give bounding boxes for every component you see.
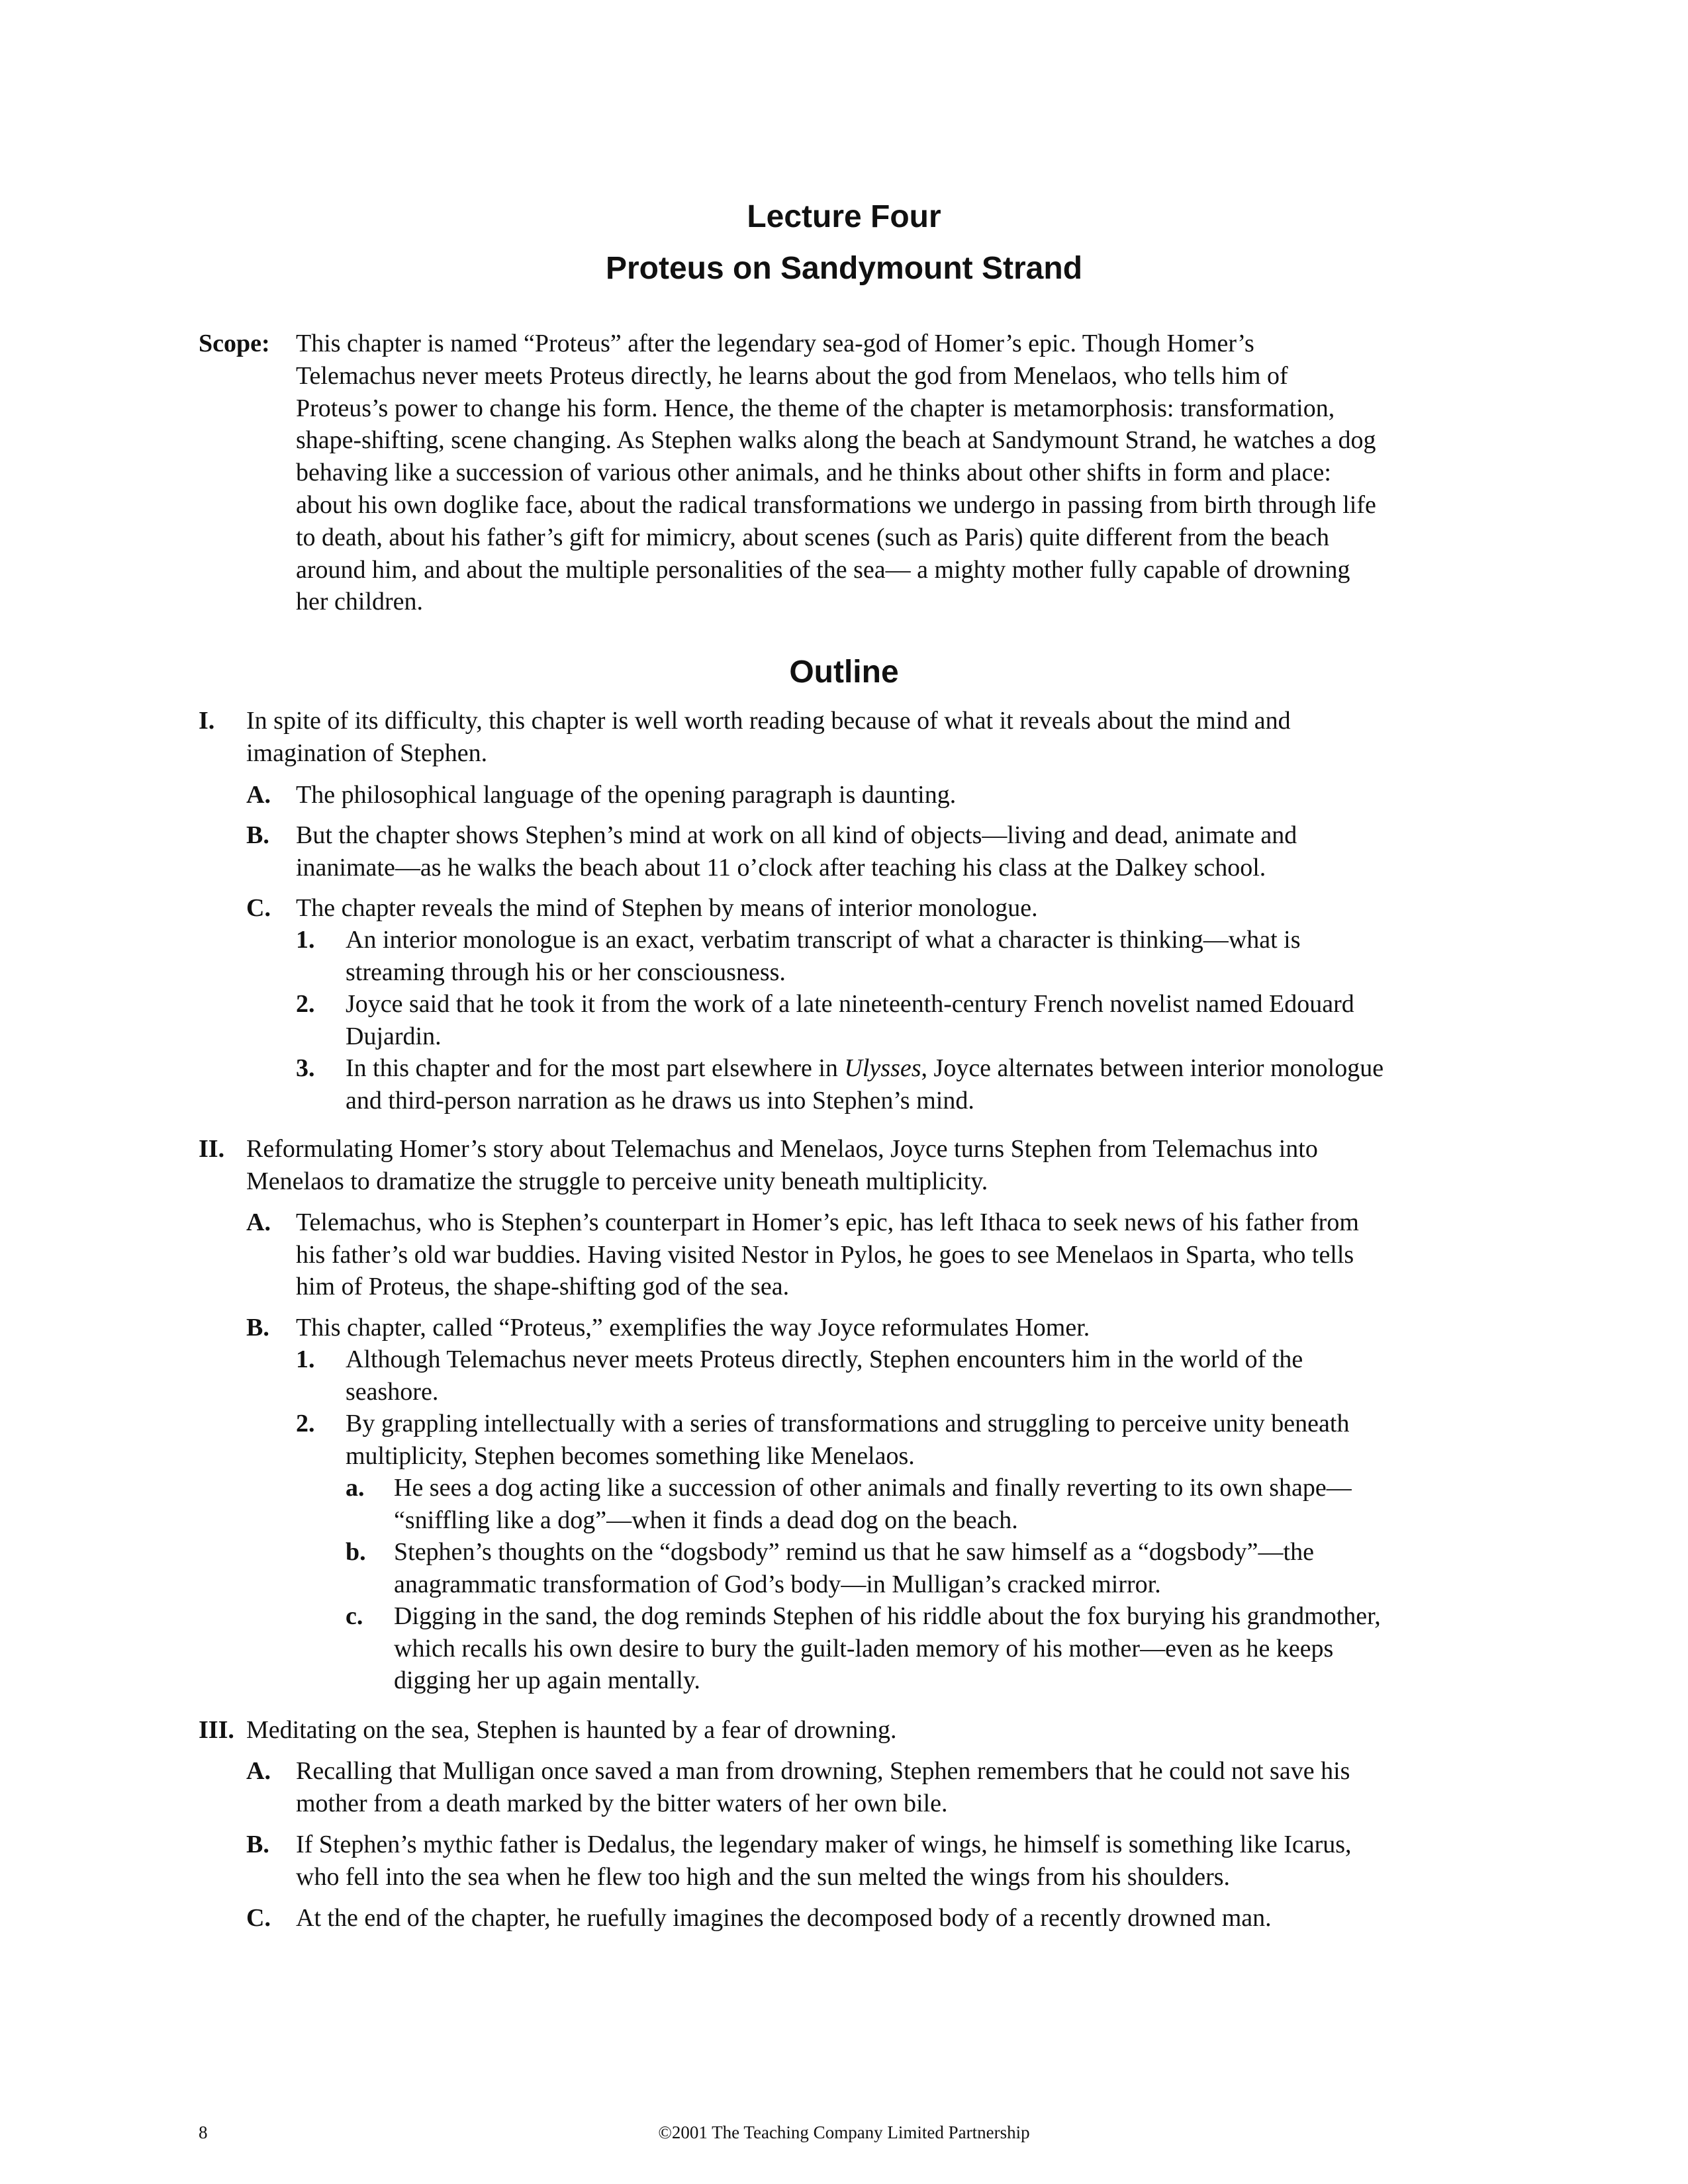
outline-line: The chapter reveals the mind of Stephen by means of interior monologue.	[296, 894, 1038, 922]
outline-line: An interior monologue is an exact, verbatim transcript of what a character is thinking—what is	[346, 926, 1301, 954]
outline-line: Menelaos to dramatize the struggle to perceive unity beneath multiplicity.	[246, 1167, 988, 1195]
outline-line: At the end of the chapter, he ruefully imagines the decomposed body of a recently drowned man.	[296, 1904, 1272, 1932]
outline-text	[296, 1312, 1494, 1344]
outline-line: seashore.	[346, 1377, 439, 1406]
outline-label: b.	[346, 1538, 366, 1566]
outline-label: I.	[199, 707, 215, 735]
outline-text	[246, 705, 1491, 769]
outline-text	[296, 1829, 1494, 1893]
outline-text	[346, 924, 1494, 988]
outline-line: Digging in the sand, the dog reminds Stephen of his riddle about the fox burying his grandmother,	[394, 1602, 1381, 1630]
scope-line: This chapter is named “Proteus” after the legendary sea-god of Homer’s epic. Though Homer’s	[296, 330, 1254, 357]
outline-line: him of Proteus, the shape-shifting god of the sea.	[296, 1273, 790, 1300]
outline-label: a.	[346, 1474, 365, 1502]
lecture-title: Lecture Four	[747, 199, 941, 234]
outline-text	[296, 779, 1494, 811]
outline-text	[346, 1052, 1494, 1116]
text-run: , Joyce alternates between interior monologue	[921, 1054, 1384, 1082]
outline-line: Telemachus, who is Stephen’s counterpart in Homer’s epic, has left Ithaca to seek news of his father from	[296, 1208, 1359, 1236]
outline-line: anagrammatic transformation of God’s body—in Mulligan’s cracked mirror.	[394, 1570, 1161, 1598]
book-title: Ulysses	[844, 1054, 921, 1082]
outline-text	[346, 988, 1494, 1052]
outline-line: The philosophical language of the opening paragraph is daunting.	[296, 781, 957, 809]
outline-text	[296, 892, 1494, 925]
outline-line: his father’s old war buddies. Having visited Nestor in Pylos, he goes to see Menelaos in Sparta, who tells	[296, 1240, 1354, 1269]
outline-text	[246, 1714, 1491, 1747]
outline-text	[296, 1902, 1494, 1934]
outline-line: Meditating on the sea, Stephen is haunted by a fear of drowning.	[246, 1716, 897, 1744]
outline-line: Stephen’s thoughts on the “dogsbody” remind us that he saw himself as a “dogsbody”—the	[394, 1538, 1314, 1566]
outline-label: C.	[246, 894, 271, 922]
outline-line: This chapter, called “Proteus,” exemplifies the way Joyce reformulates Homer.	[296, 1314, 1090, 1342]
outline-text	[346, 1343, 1494, 1408]
outline-label: A.	[246, 1757, 271, 1785]
outline-line: digging her up again mentally.	[394, 1666, 700, 1694]
outline-line: and third-person narration as he draws us into Stephen’s mind.	[346, 1086, 974, 1115]
outline-label: III.	[199, 1716, 234, 1744]
scope-line: shape-shifting, scene changing. As Stephen walks along the beach at Sandymount Strand, he watches a dog	[296, 426, 1376, 455]
scope-line: her children.	[296, 588, 424, 616]
outline-text	[346, 1408, 1494, 1472]
outline-line: In spite of its difficulty, this chapter is well worth reading because of what it reveals about the mind and	[246, 707, 1291, 735]
outline-line: By grappling intellectually with a series of transformations and struggling to perceive unity beneath	[346, 1410, 1350, 1437]
outline-line: Recalling that Mulligan once saved a man from drowning, Stephen remembers that he could not save his	[296, 1757, 1350, 1785]
outline-line: inanimate—as he walks the beach about 11 o’clock after teaching his class at the Dalkey school.	[296, 853, 1266, 882]
outline-line: who fell into the sea when he flew too high and the sun melted the wings from his shoulders.	[296, 1862, 1231, 1891]
outline-label: 2.	[296, 990, 315, 1018]
outline-text	[394, 1472, 1496, 1536]
scope-label: Scope:	[199, 330, 270, 357]
outline-text	[246, 1133, 1491, 1197]
scope-line: behaving like a succession of various other animals, and he thinks about other shifts in form and place:	[296, 459, 1331, 487]
outline-line: which recalls his own desire to bury the guilt-laden memory of his mother—even as he keeps	[394, 1634, 1334, 1662]
outline-text	[296, 1755, 1494, 1819]
outline-label: 1.	[296, 1345, 315, 1373]
outline-label: B.	[246, 1831, 269, 1858]
scope-line: around him, and about the multiple personalities of the sea— a mighty mother fully capable of drowning	[296, 555, 1350, 584]
outline-label: C.	[246, 1904, 271, 1932]
outline-label: c.	[346, 1602, 363, 1630]
outline-line: He sees a dog acting like a succession of other animals and finally reverting to its own shape—	[394, 1474, 1352, 1502]
scope-line: Proteus’s power to change his form. Hence, the theme of the chapter is metamorphosis: transformation,	[296, 394, 1335, 422]
outline-line: If Stephen’s mythic father is Dedalus, the legendary maker of wings, he himself is something like Icarus,	[296, 1831, 1352, 1858]
outline-text	[296, 819, 1494, 884]
scope-text	[296, 328, 1494, 618]
outline-label: A.	[246, 1208, 271, 1236]
outline-line: mother from a death marked by the bitter waters of her own bile.	[296, 1789, 948, 1817]
outline-line	[346, 1052, 1494, 1085]
outline-text	[394, 1536, 1496, 1600]
outline-line: But the chapter shows Stephen’s mind at work on all kind of objects—living and dead, animate and	[296, 821, 1297, 849]
outline-line: Dujardin.	[346, 1022, 442, 1050]
text-run: In this chapter and for the most part elsewhere in	[346, 1054, 845, 1082]
outline-label: 1.	[296, 926, 315, 954]
outline-line: streaming through his or her consciousness.	[346, 958, 786, 986]
outline-label: II.	[199, 1135, 225, 1163]
outline-line: Although Telemachus never meets Proteus directly, Stephen encounters him in the world of the	[346, 1345, 1303, 1373]
outline-label: 3.	[296, 1054, 315, 1082]
scope-line: about his own doglike face, about the radical transformations we undergo in passing from birth through life	[296, 490, 1376, 519]
outline-label: 2.	[296, 1410, 315, 1437]
scope-line: to death, about his father’s gift for mimicry, about scenes (such as Paris) quite different from the beach	[296, 523, 1330, 551]
copyright-notice: ©2001 The Teaching Company Limited Partnership	[658, 2122, 1030, 2142]
outline-line: multiplicity, Stephen becomes something like Menelaos.	[346, 1441, 915, 1470]
scope-line: Telemachus never meets Proteus directly, he learns about the god from Menelaos, who tells him of	[296, 361, 1288, 390]
outline-text	[394, 1600, 1496, 1697]
outline-label: B.	[246, 1314, 269, 1342]
outline-text	[296, 1206, 1494, 1303]
outline-heading: Outline	[789, 655, 899, 690]
outline-line: Joyce said that he took it from the work of a late nineteenth-century French novelist named Edouard	[346, 990, 1354, 1018]
outline-label: A.	[246, 781, 271, 809]
outline-line: imagination of Stephen.	[246, 739, 488, 767]
outline-line: Reformulating Homer’s story about Telemachus and Menelaos, Joyce turns Stephen from Telemachus into	[246, 1135, 1318, 1163]
outline-label: B.	[246, 821, 269, 849]
page-number: 8	[199, 2122, 208, 2142]
lecture-subtitle: Proteus on Sandymount Strand	[605, 251, 1083, 286]
outline-line: “sniffling like a dog”—when it finds a dead dog on the beach.	[394, 1506, 1018, 1534]
